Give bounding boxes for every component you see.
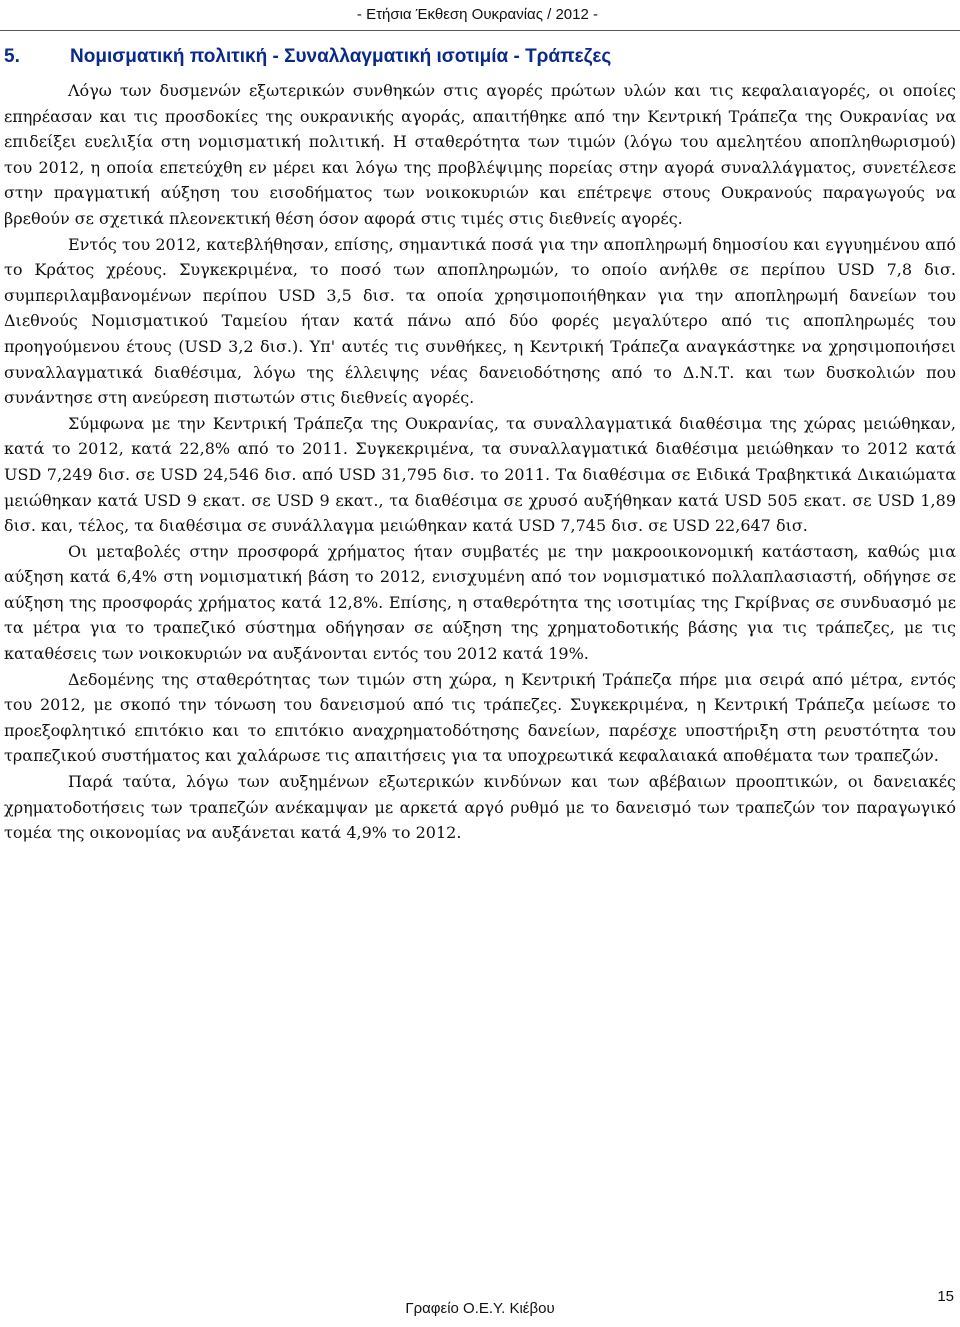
section-heading	[4, 46, 960, 68]
running-header: - Ετήσια Έκθεση Ουκρανίας / 2012 -	[356, 6, 598, 23]
header-divider	[0, 30, 960, 31]
page-number: 15	[937, 1288, 954, 1305]
paragraph-4: Οι μεταβολές στην προσφορά χρήματος ήταν συμβατές με την μακροοικονομική κατάσταση, καθώς μια αύξηση κατά 6,4% στη νομισματική βάση το 2012, ενισχυμένη από τον νομισματικό πολλαπλασιαστή, οδήγησε σε αύξηση της προσφοράς χρήματος κατά 12,8%. Επίσης, η σταθερότητα της ισοτιμίας της Γκρίβνας σε συνδυασμό με τα μέτρα για το τραπεζικό σύστημα οδήγησαν σε αύξηση της χρηματοδοτικής βάσης για τις τράπεζες, με τις καταθέσεις των νοικοκυριών να αυξάνονται εντός του 2012 κατά 19%.	[4, 541, 956, 664]
paragraph-1: Λόγω των δυσμενών εξωτερικών συνθηκών στις αγορές πρώτων υλών και τις κεφαλαιαγορές, οι οποίες επηρέασαν και τις προσδοκίες της ουκρανικής αγοράς, απαιτήθηκε από την Κεντρική Τράπεζα της Ουκρανίας να επιδείξει ευελιξία στη νομισματική πολιτική. Η σταθερότητα των τιμών (λόγω του αμελητέου αποπληθωρισμού) του 2012, η οποία επετεύχθη εν μέρει και λόγω της προβλέψιμης πορείας στην αγορά συναλλάγματος, συνετέλεσε στην πραγματική αύξηση του εισοδήματος των νοικοκυριών και επέτρεψε στους Ουκρανούς παραγωγούς να βρεθούν σε σχετικά πλεονεκτική θέση όσον αφορά στις τιμές στις διεθνείς αγορές.	[4, 81, 956, 228]
footer-office: Γραφείο Ο.Ε.Υ. Κιέβου	[405, 1300, 555, 1317]
paragraph-2: Εντός του 2012, κατεβλήθησαν, επίσης, σημαντικά ποσά για την αποπληρωμή δημοσίου και εγγυημένου από το Κράτος χρέους. Συγκεκριμένα, το ποσό των αποπληρωμών, το οποίο ανήλθε σε περίπου USD 7,8 δισ. συμπεριλαμβανομένων περίπου USD 3,5 δισ. τα οποία χρησιμοποιήθηκαν για την αποπληρωμή δανείων του Διεθνούς Νομισματικού Ταμείου ήταν κατά πάνω από δύο φορές μεγαλύτερο από τις αποπληρωμές του προηγούμενου έτους (USD 3,2 δισ.). Υπ' αυτές τις συνθήκες, η Κεντρική Τράπεζα αναγκάστηκε να χρησιμοποιήσει συναλλαγματικά διαθέσιμα, λόγω της έλλειψης νέας δανειοδότησης από το Δ.Ν.Τ. και των δυσκολιών που συνάντησε στη ανεύρεση πιστωτών στις διεθνείς αγορές.	[4, 234, 956, 408]
body-text	[4, 78, 956, 846]
paragraph-3: Σύμφωνα με την Κεντρική Τράπεζα της Ουκρανίας, τα συναλλαγματικά διαθέσιμα της χώρας μειώθηκαν, κατά το 2012, κατά 22,8% από το 2011. Συγκεκριμένα, τα συναλλαγματικά διαθέσιμα μειώθηκαν το 2012 κατά USD 7,249 δισ. σε USD 24,546 δισ. από USD 31,795 δισ. το 2011. Τα διαθέσιμα σε Ειδικά Τραβηκτικά Δικαιώματα μειώθηκαν κατά USD 9 εκατ. σε USD 9 εκατ., τα διαθέσιμα σε χρυσό αυξήθηκαν κατά USD 505 εκατ. σε USD 1,89 δισ. και, τέλος, τα διαθέσιμα σε συνάλλαγμα μειώθηκαν κατά USD 7,745 δισ. σε USD 22,647 δισ.	[4, 413, 956, 536]
paragraph-6: Παρά ταύτα, λόγω των αυξημένων εξωτερικών κινδύνων και των αβέβαιων προοπτικών, οι δανειακές χρηματοδοτήσεις των τραπεζών ανέκαμψαν με αρκετά αργό ρυθμό με το δανεισμό των τραπεζών τον παραγωγικό τομέα της οικονομίας να αυξάνεται κατά 4,9% το 2012.	[4, 772, 956, 843]
section-number: 5.	[4, 46, 20, 67]
section-title: Νομισματική πολιτική - Συναλλαγματική ισοτιμία - Τράπεζες	[70, 46, 612, 67]
paragraph-5: Δεδομένης της σταθερότητας των τιμών στη χώρα, η Κεντρική Τράπεζα πήρε μια σειρά από μέτρα, εντός του 2012, με σκοπό την τόνωση του δανεισμού από τις τράπεζες. Συγκεκριμένα, η Κεντρική Τράπεζα μείωσε το προεξοφλητικό επιτόκιο και το επιτόκιο αναχρηματοδότησης δανείων, παρέσχε υποστήριξη στη ρευστότητα του τραπεζικού συστήματος και χαλάρωσε τις απαιτήσεις για τα υποχρεωτικά κεφαλαιακά αποθέματα των τραπεζών.	[4, 669, 956, 766]
